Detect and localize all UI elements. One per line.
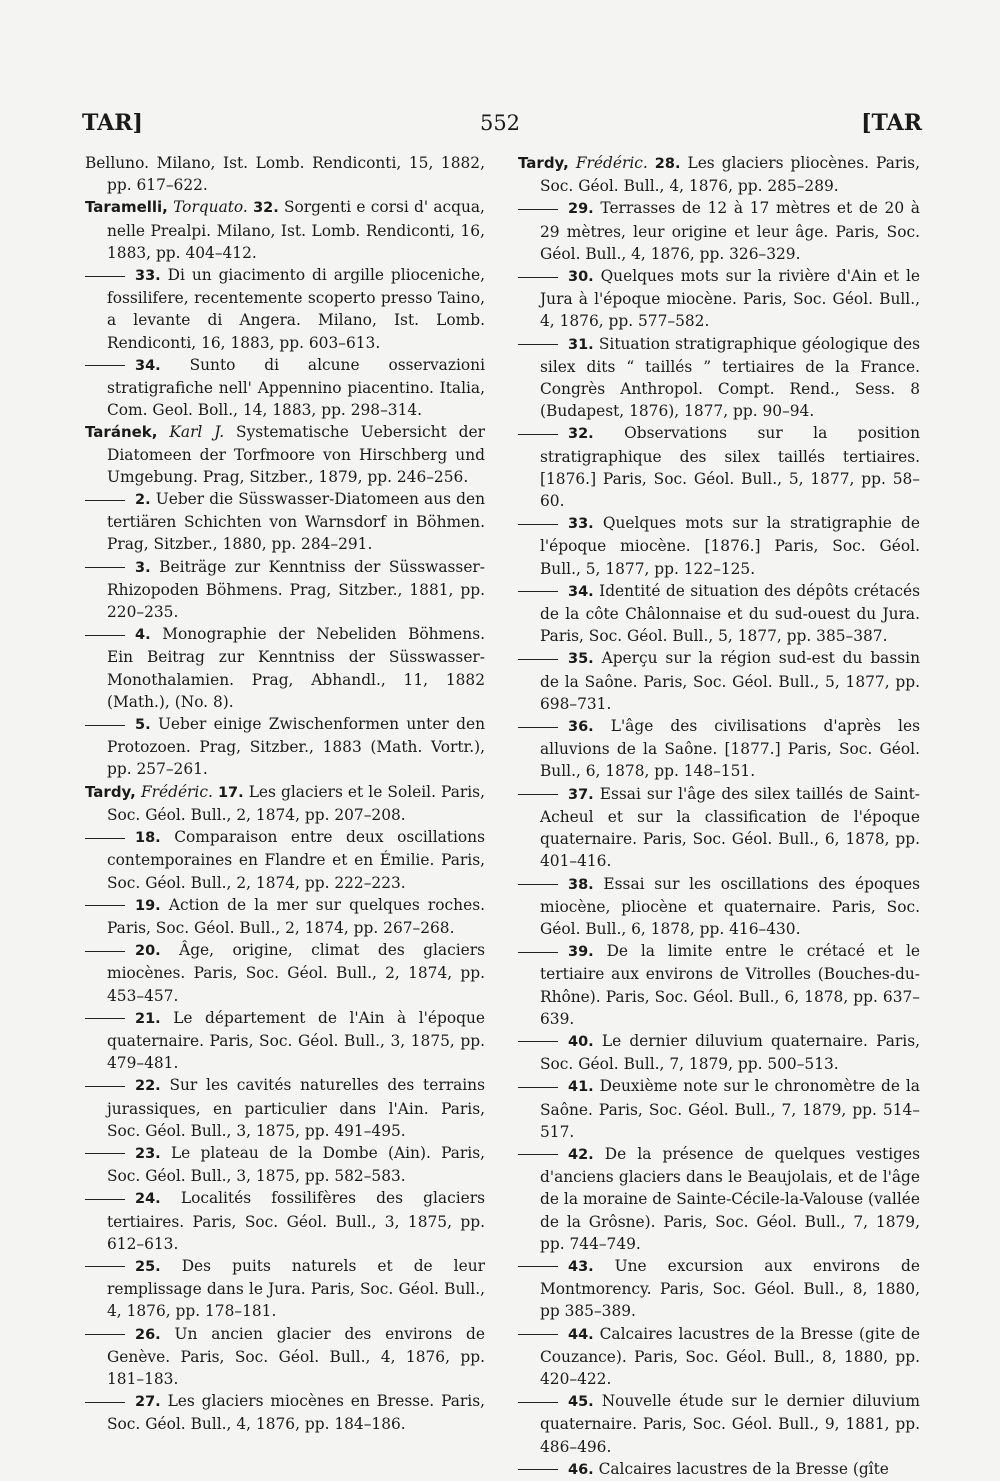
entry-number: 23. [135, 1145, 161, 1162]
bibliography-entry [85, 1007, 485, 1075]
entry-text: L'âge des civilisations d'après les alluvions de la Saône. [1877.] Paris, Soc. Géol. Bull., 6, 1878, pp. 148–151. [540, 717, 920, 781]
bibliography-entry [85, 196, 485, 264]
entry-number: 19. [135, 897, 161, 914]
bibliography-entry [518, 783, 920, 873]
ditto-rule [518, 591, 558, 592]
entry-number: 35. [568, 651, 594, 668]
author-given-name: Frédéric. [575, 154, 648, 172]
entry-number: 20. [135, 943, 161, 960]
entry-text: Calcaires lacustres de la Bresse (gite de Couzance). Paris, Soc. Géol. Bull., 8, 1880, pp. 420–422. [540, 1324, 920, 1388]
entry-text: Quelques mots sur la rivière d'Ain et le Jura à l'époque miocène. Paris, Soc. Géol. Bull., 4, 1876, pp. 577–582. [540, 267, 920, 331]
entry-number: 22. [135, 1078, 161, 1095]
bibliography-entry [85, 1074, 485, 1142]
author-given-name: Frédéric. [140, 782, 213, 801]
author-name: Tardy, [518, 154, 569, 172]
entry-number: 42. [568, 1146, 594, 1163]
entry-number: 26. [135, 1326, 161, 1343]
entry-text: Sunto di alcune osservazioni stratigrafiche nell' Appennino piacentino. Italia, Com. Geol. Boll., 14, 1883, pp. 298–314. [107, 355, 485, 420]
entry-number: 46. [568, 1461, 594, 1478]
ditto-rule [85, 276, 125, 277]
bibliography-entry [518, 1075, 920, 1143]
bibliography-entry [518, 1323, 920, 1391]
entry-number: 17. [217, 784, 244, 801]
running-head-left: TAR] [82, 110, 143, 136]
ditto-rule [518, 524, 558, 525]
entry-number: 31. [568, 336, 594, 353]
bibliography-entry [85, 826, 485, 894]
entry-number: 34. [568, 583, 594, 600]
right-column [518, 152, 920, 1481]
bibliography-entry [85, 421, 485, 488]
author-name: Tardy, [85, 782, 136, 801]
entry-number: 33. [135, 268, 161, 285]
author-given-name: Torquato. [173, 198, 248, 217]
entry-text: Calcaires lacustres de la Bresse (gîte [598, 1459, 889, 1478]
entry-text: Essai sur l'âge des silex taillés de Saint-Acheul et sur la classification de l'époque quaternaire. Paris, Soc. Géol. Bull., 6, 1878, pp. 401–416. [540, 784, 920, 871]
bibliography-entry [518, 580, 920, 648]
entry-text: Le dernier diluvium quaternaire. Paris, Soc. Géol. Bull., 7, 1879, pp. 500–513. [540, 1031, 920, 1074]
ditto-rule [518, 1087, 558, 1088]
ditto-rule [518, 794, 558, 795]
bibliography-entry [518, 333, 920, 423]
entry-number: 25. [135, 1258, 161, 1275]
bibliography-entry [85, 781, 485, 826]
ditto-rule [518, 1334, 558, 1335]
bibliography-entry [518, 265, 920, 333]
entry-text: Aperçu sur la région sud-est du bassin de la Saône. Paris, Soc. Géol. Bull., 5, 1877, pp. 698–731. [540, 649, 920, 713]
bibliography-entry [85, 152, 485, 196]
entry-text: Ueber die Süsswasser-Diatomeen aus den tertiären Schichten von Warnsdorf in Böhmen. Prag, Sitzber., 1880, pp. 284–291. [107, 490, 485, 554]
ditto-rule [518, 1154, 558, 1155]
entry-number: 2. [135, 492, 151, 509]
entry-text: Essai sur les oscillations des époques miocène, pliocène et quaternaire. Paris, Soc. Géol. Bull., 6, 1878, pp. 416–430. [540, 874, 920, 938]
entry-text: Beiträge zur Kenntniss der Süsswasser-Rhizopoden Böhmens. Prag, Sitzber., 1881, pp. 220–235. [107, 557, 485, 622]
ditto-rule [518, 209, 558, 210]
ditto-rule [518, 434, 558, 435]
bibliography-entry [518, 940, 920, 1030]
entry-text: Une excursion aux environs de Montmorency. Paris, Soc. Géol. Bull., 8, 1880, pp 385–389. [540, 1256, 920, 1321]
ditto-rule [85, 1086, 125, 1087]
ditto-rule [85, 1199, 125, 1200]
bibliography-entry [85, 939, 485, 1007]
entry-number: 21. [135, 1010, 161, 1027]
bibliography-entry [85, 894, 485, 939]
entry-text: Les glaciers pliocènes. Paris, Soc. Géol. Bull., 4, 1876, pp. 285–289. [540, 154, 920, 196]
ditto-rule [85, 1402, 125, 1403]
entry-text: Les glaciers et le Soleil. Paris, Soc. Géol. Bull., 2, 1874, pp. 207–208. [107, 782, 485, 824]
ditto-rule [85, 905, 125, 906]
entry-text: Nouvelle étude sur le dernier diluvium quaternaire. Paris, Soc. Géol. Bull., 9, 1881, pp. 486–496. [540, 1392, 920, 1456]
entry-text: Terrasses de 12 à 17 mètres et de 20 à 29 mètres, leur origine et leur âge. Paris, Soc. Géol. Bull., 4, 1876, pp. 326–329. [540, 199, 920, 263]
bibliography-entry [85, 1255, 485, 1323]
ditto-rule [85, 567, 125, 568]
bibliography-entry [85, 354, 485, 422]
entry-text: Âge, origine, climat des glaciers miocènes. Paris, Soc. Géol. Bull., 2, 1874, pp. 453–457. [107, 941, 485, 1005]
entry-text: Monographie der Nebeliden Böhmens. Ein Beitrag zur Kenntniss der Süsswasser-Monothalamien. Prag, Abhandl., 11, 1882 (Math.), (No. 8). [107, 625, 485, 711]
entry-number: 4. [135, 627, 151, 644]
bibliography-entry [518, 1458, 920, 1481]
ditto-rule [85, 725, 125, 726]
entry-number: 28. [654, 156, 681, 172]
ditto-rule [85, 500, 125, 501]
ditto-rule [85, 365, 125, 366]
bibliography-entry [85, 1323, 485, 1391]
author-given-name: Karl J. [169, 423, 225, 442]
entry-number: 32. [568, 426, 594, 443]
entry-number: 41. [568, 1079, 594, 1096]
bibliography-entry [518, 1030, 920, 1075]
bibliography-entry [518, 1255, 920, 1323]
ditto-rule [518, 1402, 558, 1403]
ditto-rule [518, 1266, 558, 1267]
entry-number: 33. [568, 516, 594, 533]
bibliography-entry [518, 1143, 920, 1255]
bibliography-entry [85, 623, 485, 713]
entry-text: Localités fossilifères des glaciers tertiaires. Paris, Soc. Géol. Bull., 3, 1875, pp. 612–613. [107, 1189, 485, 1253]
entry-number: 24. [135, 1191, 161, 1208]
entry-text: Observations sur la position stratigraphique des silex taillés tertiaires. [1876.] Paris, Soc. Géol. Bull., 5, 1877, pp. 58–60. [540, 424, 920, 511]
ditto-rule [518, 1041, 558, 1042]
entry-text: Action de la mer sur quelques roches. Paris, Soc. Géol. Bull., 2, 1874, pp. 267–268. [107, 895, 485, 937]
ditto-rule [85, 1334, 125, 1335]
entry-number: 38. [568, 876, 594, 893]
entry-text: Sorgenti e corsi d' acqua, nelle Prealpi. Milano, Ist. Lomb. Rendiconti, 16, 1883, pp. 404–412. [107, 198, 485, 262]
entry-text: Quelques mots sur la stratigraphie de l'époque miocène. [1876.] Paris, Soc. Géol. Bull., 5, 1877, pp. 122–125. [540, 514, 920, 578]
bibliography-entry [85, 556, 485, 624]
entry-text: De la présence de quelques vestiges d'anciens glaciers dans le Beaujolais, et de l'âge de la moraine de Sainte-Cécile-la-Valouse (vallée de la Grôsne). Paris, Soc. Géol. Bull., 7, 1879, pp. 744–749. [540, 1144, 920, 1253]
entry-text: De la limite entre le crétacé et le tertiaire aux environs de Vitrolles (Bouches-du-Rhône). Paris, Soc. Géol. Bull., 6, 1878, pp. 637–639. [540, 942, 920, 1028]
entry-number: 40. [568, 1033, 594, 1050]
bibliography-entry [85, 1187, 485, 1255]
left-column [85, 152, 485, 1436]
entry-number: 37. [568, 786, 594, 803]
entry-number: 3. [135, 559, 151, 576]
ditto-rule [85, 1266, 125, 1267]
ditto-rule [518, 884, 558, 885]
entry-text: Deuxième note sur le chronomètre de la Saône. Paris, Soc. Géol. Bull., 7, 1879, pp. 514–517. [540, 1077, 920, 1141]
bibliography-entry [518, 715, 920, 783]
entry-text: Identité de situation des dépôts crétacés de la côte Châlonnaise et du sud-ouest du Jura. Paris, Soc. Géol. Bull., 5, 1877, pp. 385–387. [540, 581, 920, 646]
bibliography-entry [85, 488, 485, 556]
entry-text: Le département de l'Ain à l'époque quaternaire. Paris, Soc. Géol. Bull., 3, 1875, pp. 479–481. [107, 1008, 485, 1073]
entry-number: 32. [253, 200, 279, 217]
ditto-rule [518, 952, 558, 953]
entry-number: 39. [568, 944, 594, 961]
entry-text: Systematische Uebersicht der Diatomeen der Torfmoore von Hirschberg und Umgebung. Prag, Sitzber., 1879, pp. 246–256. [107, 423, 485, 486]
ditto-rule [518, 344, 558, 345]
entry-text: Sur les cavités naturelles des terrains jurassiques, en particulier dans l'Ain. Paris, Soc. Géol. Bull., 3, 1875, pp. 491–495. [107, 1076, 485, 1140]
bibliography-entry [85, 713, 485, 781]
bibliography-entry [85, 1142, 485, 1187]
ditto-rule [518, 1469, 558, 1470]
bibliography-entry [518, 422, 920, 512]
entry-text: Des puits naturels et de leur remplissage dans le Jura. Paris, Soc. Géol. Bull., 4, 1876, pp. 178–181. [107, 1256, 485, 1321]
running-head-right: [TAR [861, 110, 922, 136]
bibliography-entry [85, 264, 485, 354]
entry-text: Situation stratigraphique géologique des silex dits “ taillés ” tertiaires de la France. Congrès Anthropol. Compt. Rend., Sess. 8 (Budapest, 1876), 1877, pp. 90–94. [540, 334, 920, 421]
bibliography-entry [518, 512, 920, 580]
entry-number: 43. [568, 1258, 594, 1275]
ditto-rule [85, 838, 125, 839]
entry-number: 27. [135, 1394, 161, 1411]
ditto-rule [85, 951, 125, 952]
entry-number: 29. [568, 201, 594, 218]
bibliography-entry [518, 1390, 920, 1458]
entry-number: 36. [568, 719, 594, 736]
bibliography-entry [518, 197, 920, 265]
entry-text: Les glaciers miocènes en Bresse. Paris, Soc. Géol. Bull., 4, 1876, pp. 184–186. [107, 1392, 485, 1434]
ditto-rule [518, 727, 558, 728]
bibliography-entry [518, 647, 920, 715]
entry-number: 34. [135, 357, 161, 374]
entry-text: Le plateau de la Dombe (Ain). Paris, Soc. Géol. Bull., 3, 1875, pp. 582–583. [107, 1143, 485, 1186]
entry-text: Comparaison entre deux oscillations contemporaines en Flandre et en Émilie. Paris, Soc. Géol. Bull., 2, 1874, pp. 222–223. [107, 828, 485, 892]
entry-number: 30. [568, 269, 594, 286]
page-number: 552 [479, 111, 521, 135]
entry-text: Belluno. Milano, Ist. Lomb. Rendiconti, 15, 1882, pp. 617–622. [85, 154, 485, 195]
ditto-rule [518, 277, 558, 278]
bibliography-entry [85, 1390, 485, 1435]
entry-text: Di un giacimento di argille plioceniche, fossilifere, recentemente scoperto presso Taino, a levante di Angera. Milano, Ist. Lomb. Rendiconti, 16, 1883, pp. 603–613. [107, 266, 485, 352]
ditto-rule [518, 659, 558, 660]
entry-number: 45. [568, 1394, 594, 1411]
author-name: Taránek, [85, 423, 158, 442]
ditto-rule [85, 1153, 125, 1154]
entry-text: Ueber einige Zwischenformen unter den Protozoen. Prag, Sitzber., 1883 (Math. Vortr.), pp. 257–261. [107, 715, 485, 779]
bibliography-entry [518, 873, 920, 941]
entry-number: 5. [135, 717, 151, 734]
ditto-rule [85, 1018, 125, 1019]
bibliography-entry [518, 152, 920, 197]
ditto-rule [85, 635, 125, 636]
entry-number: 18. [135, 830, 161, 847]
author-name: Taramelli, [85, 198, 168, 217]
entry-number: 44. [568, 1326, 594, 1343]
entry-text: Un ancien glacier des environs de Genève. Paris, Soc. Géol. Bull., 4, 1876, pp. 181–183. [107, 1324, 485, 1388]
